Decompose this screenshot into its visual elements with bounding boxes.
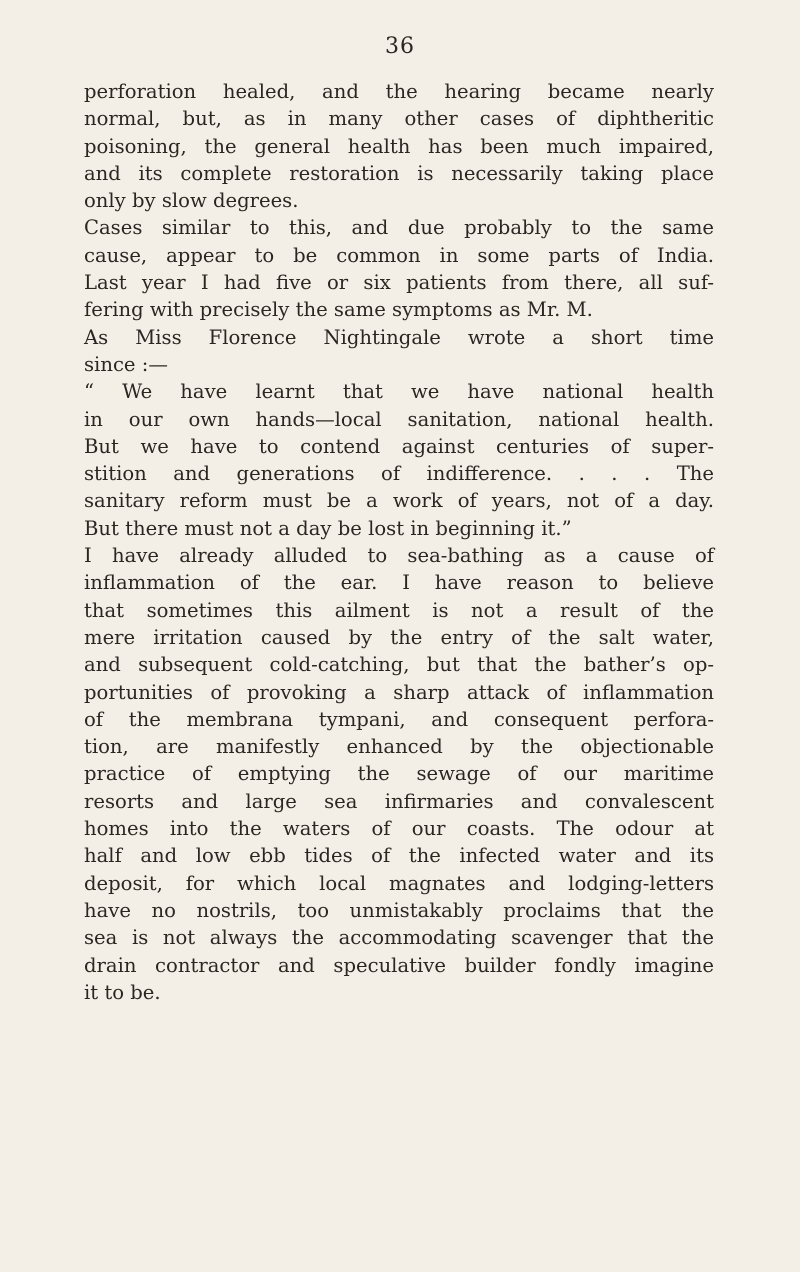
text-line: But there must not a day be lost in beginning it.” [84,516,572,540]
text-line: inflammation of the ear. I have reason to believe [84,571,714,595]
text-line: half and low ebb tides of the infected water and its [84,844,714,868]
text-line: fering with precisely the same symptoms as Mr. M. [84,298,593,322]
text-line: resorts and large sea infirmaries and convalescent [84,789,714,813]
text-line: deposit, for which local magnates and lodging-letters [84,871,714,895]
text-line: it to be. [84,980,161,1004]
text-line: have no nostrils, too unmistakably proclaims that the [84,898,714,922]
text-line: homes into the waters of our coasts. The odour at [84,817,714,841]
text-line: But we have to contend against centuries of super- [84,434,714,458]
text-line: since :— [84,352,168,376]
text-line: practice of emptying the sewage of our maritime [84,762,714,786]
text-line: I have already alluded to sea-bathing as a cause of [84,544,714,568]
text-line: stition and generations of indifference. . . . The [84,462,714,486]
text-line: only by slow degrees. [84,189,299,213]
text-line: tion, are manifestly enhanced by the objectionable [84,735,714,759]
text-line: Cases similar to this, and due probably to the same [84,216,714,240]
text-line: perforation healed, and the hearing became nearly [84,80,714,103]
text-line: As Miss Florence Nightingale wrote a short time [84,325,714,349]
text-line: in our own hands—local sanitation, national health. [84,407,714,431]
text-line: Last year I had five or six patients from there, all suf- [84,271,714,295]
text-line: normal, but, as in many other cases of diphtheritic [84,107,714,131]
body-text [84,78,714,1006]
text-line: poisoning, the general health has been much impaired, [84,134,714,158]
text-line: and subsequent cold-catching, but that the bather’s op- [84,653,714,677]
text-line: sea is not always the accommodating scavenger that the [84,926,714,950]
text-line: “ We have learnt that we have national health [84,380,714,404]
text-line: mere irritation caused by the entry of the salt water, [84,625,714,649]
text-line: of the membrana tympani, and consequent perfora- [84,707,714,731]
page-number: 36 [385,34,415,59]
text-line: that sometimes this ailment is not a result of the [84,598,714,622]
text-line: sanitary reform must be a work of years, not of a day. [84,489,714,513]
text-line: and its complete restoration is necessarily taking place [84,161,714,185]
text-line: portunities of provoking a sharp attack of inflammation [84,680,714,704]
text-line: cause, appear to be common in some parts of India. [84,243,714,267]
text-line: drain contractor and speculative builder fondly imagine [84,953,714,977]
